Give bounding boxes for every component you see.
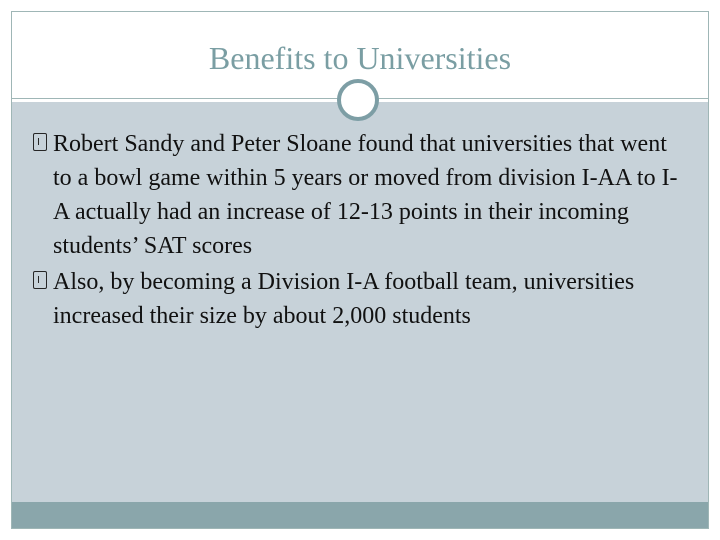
slide-frame <box>11 11 709 529</box>
bullet-text: Robert Sandy and Peter Sloane found that universities that went to a bowl game within 5 years or moved from division I-AA to I-A actually had an increase of 12-13 points in their incoming students’ SAT scores <box>53 131 678 259</box>
box-bullet-icon <box>33 133 47 151</box>
box-bullet-icon <box>33 271 47 289</box>
bullet-list <box>12 127 708 335</box>
ring-divider-icon <box>337 79 379 121</box>
bottom-accent-band <box>12 502 708 529</box>
bullet-item-sat-scores <box>12 127 708 263</box>
slide-title: Benefits to Universities <box>208 40 512 76</box>
bullet-text: Also, by becoming a Division I-A football team, universities increased their size by about 2,000 students <box>53 269 635 329</box>
bullet-item-enrollment <box>12 265 708 333</box>
